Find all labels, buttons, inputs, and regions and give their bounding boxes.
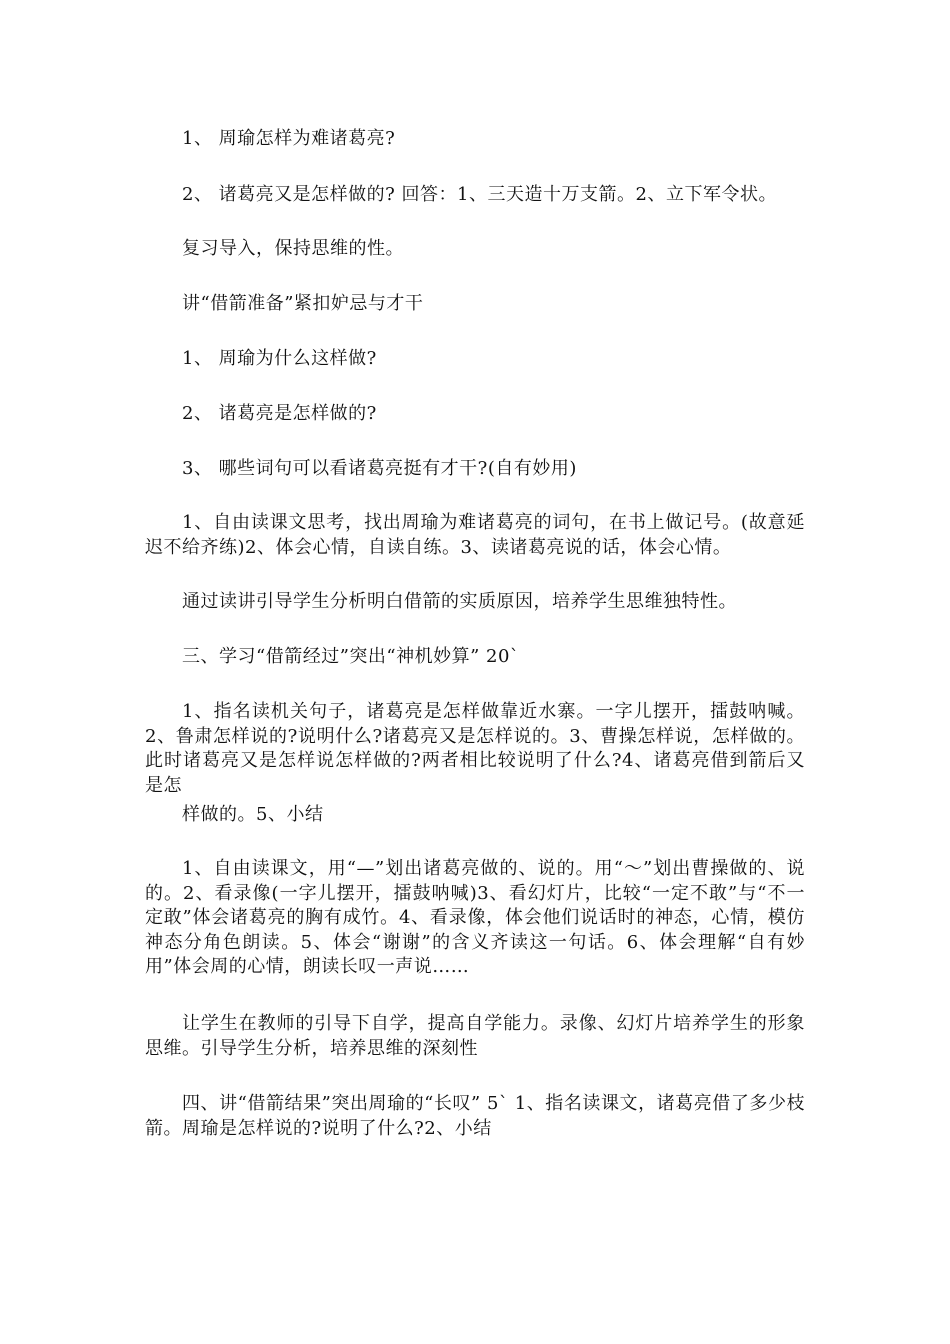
design-intent-note: 通过读讲引导学生分析明白借箭的实质原因，培养学生思维独特性。 (182, 591, 737, 612)
prep-question-1: 1、 周瑜为什么这样做? (182, 348, 377, 369)
section-heading-preparation: 讲“借箭准备”紧扣妒忌与才干 (182, 293, 424, 314)
paragraph-section-four: 四、讲“借箭结果”突出周瑜的“长叹” 5` 1、指名读课文，诸葛亮借了多少枝箭。周瑜是怎样说的?说明了什么?2、小结 (145, 1093, 805, 1139)
prep-question-3: 3、 哪些词句可以看诸葛亮挺有才干?(自有妙用) (182, 458, 577, 479)
question-1: 1、 周瑜怎样为难诸葛亮? (182, 128, 396, 149)
paragraph-activities-list: 1、自由读课文，用“—”划出诸葛亮做的、说的。用“～”划出曹操做的、说的。2、看录像(一字儿摆开，擂鼓呐喊)3、看幻灯片，比较“一定不敢”与“不一定敢”体会诸葛亮的胸有成竹。4、看录像，体会他们说话时的神态，心情，模仿神态分角色朗读。5、体会“谢谢”的含义齐读这一句话。6、体会理解“自有妙用”体会周的心情，朗读长叹一声说…… (145, 858, 805, 977)
paragraph-reading-activity: 1、自由读课文思考，找出周瑜为难诸葛亮的词句，在书上做记号。(故意延迟不给齐练)2、体会心情，自读自练。3、读诸葛亮说的话，体会心情。 (145, 512, 805, 558)
paragraph-learning-goals: 让学生在教师的引导下自学，提高自学能力。录像、幻灯片培养学生的形象思维。引导学生分析，培养思维的深刻性 (145, 1013, 805, 1059)
continuation-summary: 样做的。5、小结 (182, 804, 324, 825)
section-heading-process: 三、学习“借箭经过”突出“神机妙算” 20` (182, 646, 520, 667)
review-intro-note: 复习导入，保持思维的性。 (182, 238, 404, 259)
paragraph-key-sentences: 1、指名读机关句子，诸葛亮是怎样做靠近水寨。一字儿摆开，擂鼓呐喊。2、鲁肃怎样说的?说明什么?诸葛亮又是怎样说的。3、曹操怎样说，怎样做的。此时诸葛亮又是怎样说怎样做的?两者相比较说明了什么?4、诸葛亮借到箭后又是怎 (145, 701, 805, 796)
question-2-answer: 2、 诸葛亮又是怎样做的? 回答：1、三天造十万支箭。2、立下军令状。 (182, 184, 777, 205)
prep-question-2: 2、 诸葛亮是怎样做的? (182, 403, 377, 424)
